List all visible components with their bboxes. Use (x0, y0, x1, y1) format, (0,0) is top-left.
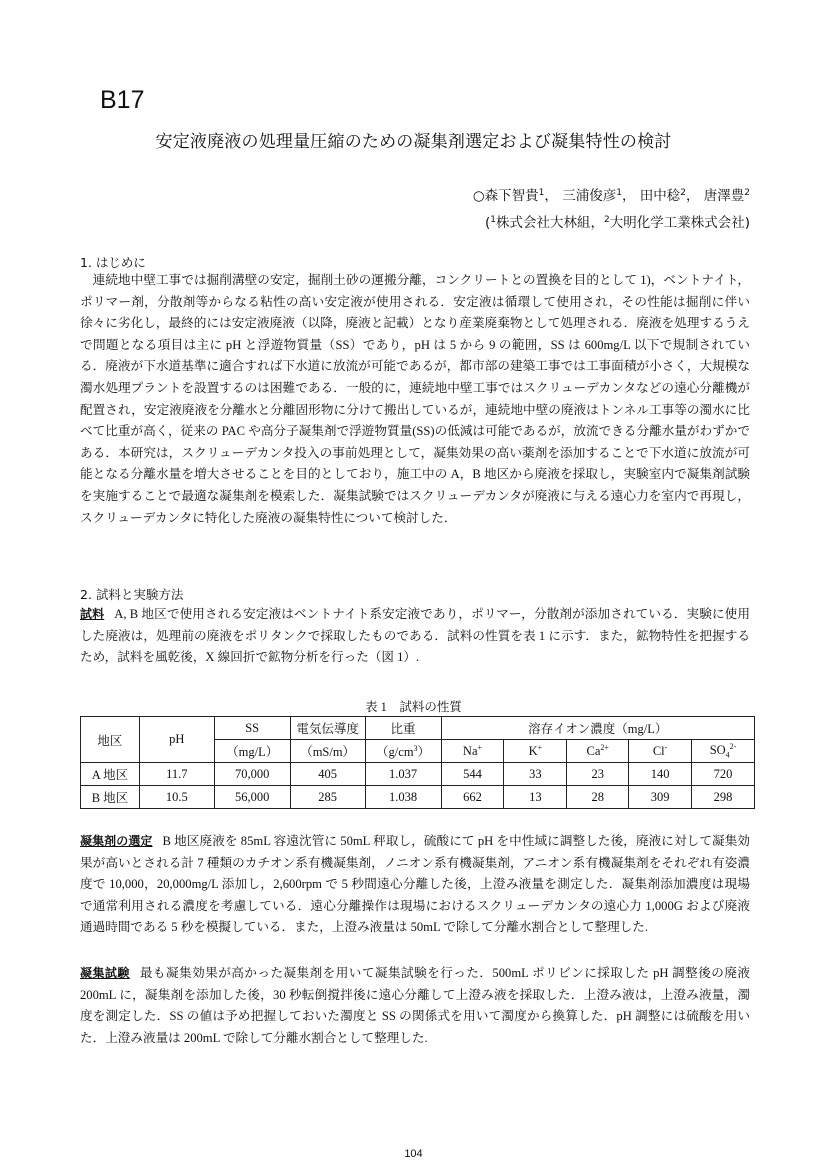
header-so4: $SO_4^{2-}$ (692, 740, 755, 763)
sample-label: 試料 (80, 607, 105, 621)
header-ec-unit: （mS/m） (290, 740, 365, 763)
table-cell: 309 (629, 786, 692, 809)
table-cell: 544 (441, 763, 504, 786)
sample-properties-table (80, 716, 755, 809)
paper-title: 安定液廃液の処理量圧縮のための凝集剤選定および凝集特性の検討 (155, 132, 672, 152)
section-heading-methods: 2. 試料と実験方法 (80, 587, 184, 602)
affil-mark: 1 (490, 215, 496, 225)
affiliation-line: ($^1$株式会社大林組，$^2$大明化学工業株式会社) (484, 215, 750, 231)
section-heading-intro: 1. はじめに (80, 255, 146, 270)
table-caption: 表 1 試料の性質 (365, 700, 462, 714)
affiliation: 大明化学工業株式会社 (609, 215, 745, 231)
table-cell: 140 (629, 763, 692, 786)
author-name: 田中稔 (639, 188, 681, 204)
author-name: ○森下智貴 (472, 188, 539, 204)
table-cell: 56,000 (214, 786, 290, 809)
table-cell: 662 (441, 786, 504, 809)
table-cell: 11.7 (139, 763, 214, 786)
author-affil-mark: 1 (538, 188, 545, 198)
table-cell: 720 (692, 763, 755, 786)
header-sg-unit: $(g/cm^3)$ (365, 740, 441, 763)
author-name: 三浦俊彦 (562, 188, 617, 204)
table-row (81, 786, 755, 809)
table-cell: 28 (567, 786, 629, 809)
table-cell: 23 (567, 763, 629, 786)
header-na: Na+ (441, 740, 504, 763)
author-line: ○森下智貴$^1$， 三浦俊彦$^1$， 田中稔$^2$， 唐澤豊$^2$ (472, 188, 750, 204)
table-cell: 298 (692, 786, 755, 809)
affiliation: 株式会社大林組 (495, 215, 591, 231)
test-label: 凝集試験 (80, 966, 130, 980)
test-paragraph (80, 963, 750, 1049)
table-header-row (81, 717, 755, 740)
table-cell: 1.037 (365, 763, 441, 786)
header-k: K+ (504, 740, 567, 763)
header-sg: 比重 (365, 717, 441, 740)
header-cl: Cl- (629, 740, 692, 763)
table-cell: 405 (290, 763, 365, 786)
table-row (81, 763, 755, 786)
session-code: B17 (100, 86, 145, 114)
author-affil-mark: 2 (744, 188, 750, 198)
table-cell: 285 (290, 786, 365, 809)
author-block (473, 181, 750, 235)
sample-text: A, B 地区で使用される安定液はベントナイト系安定液であり，ポリマー，分散剤が添加されている．実験に使用した廃液は，処理前の廃液をポリタンクで採取したものである．試料の性質を表 1 に示す．また，鉱物特性を把握するため，試料を風乾後，X 線回折で鉱物分析を行った（図 1）. (80, 607, 750, 665)
table-cell: 1.038 (365, 786, 441, 809)
table-cell: 33 (504, 763, 567, 786)
test-text: 最も凝集効果が高かった凝集剤を用いて凝集試験を行った．500mL ポリビンに採取した pH 調整後の廃液 200mL に，凝集剤を添加した後，30 秒転倒撹拌後に遠心分離して上澄み液を採取した．上澄み液は，上澄み液量，濁度を測定した．SS の値は予め把握しておいた濁度と SS の関係式を用いて濁度から換算した．pH 調整には硫酸を用いた．上澄み液量は 200mL で除して分離水割合として整理した. (80, 966, 750, 1045)
intro-paragraph: 連続地中壁工事では掘削溝壁の安定，掘削土砂の運搬分離，コンクリートとの置換を目的として 1)，ベントナイト，ポリマー剤，分散剤等からなる粘性の高い安定液が使用される．安定液は循環して使用され，その性能は掘削に伴い徐々に劣化し，最終的には安定液廃液（以降，廃液と記載）となり産業廃棄物として処理される．廃液を処理するうえで問題となる項目は主に pH と浮遊物質量（SS）であり，pH は 5 から 9 の範囲，SS は 600mg/L 以下で規制されている．廃液が下水道基準に適合すれば下水道に放流が可能であるが，都市部の建築工事では工事面積が小さく，大規模な濁水処理プラントを設置するのは困難である．一般的に，連続地中壁工事ではスクリューデカンタなどの遠心分離機が配置され，安定液廃液を分離水と分離固形物に分けて搬出しているが，連続地中壁の廃液はトンネル工事等の濁水に比べて比重が高く，従来の PAC や高分子凝集剤で浮遊物質量(SS)の低減は可能であるが，放流できる分離水量がわずかである．本研究は，スクリューデカンタ投入の事前処理として，凝集効果の高い薬剤を添加することで下水道に放流が可能となる分離水量を増大させることを目的としており，施工中の A，B 地区から廃液を採取し，実験室内で凝集剤試験を実施することで最適な凝集剤を模索した．凝集試験ではスクリューデカンタが廃液に与える遠心力を室内で再現し，スクリューデカンタに特化した廃液の凝集特性について検討した． (80, 273, 750, 525)
author-affil-mark: 1 (616, 188, 622, 198)
header-ss: SS (214, 717, 290, 740)
sample-paragraph (80, 604, 750, 669)
table-cell: 13 (504, 786, 567, 809)
affil-mark: 2 (603, 215, 610, 225)
table-cell: B 地区 (81, 786, 140, 809)
table-cell: 10.5 (139, 786, 214, 809)
selection-label: 凝集剤の選定 (80, 834, 153, 848)
author-affil-mark: 2 (680, 188, 686, 198)
selection-text: B 地区廃液を 85mL 容遠沈管に 50mL 秤取し，硫酸にて pH を中性域に調整した後，廃液に対して凝集効果が高いとされる計 7 種類のカチオン系有機凝集剤，ノニオン系有機凝集剤，アニオン系有機凝集剤をそれぞれ有姿濃度で 10,000，20,000mg/L 添加し，2,600rpm で 5 秒間遠心分離した後，上澄み液量を測定した．凝集剤添加濃度は現場で通常利用される濃度を考慮している．遠心分離操作は現場におけるスクリューデカンタの遠心力 1,000G および廃液通過時間である 5 秒を模擬している．また，上澄み液量は 50mL で除して分離水割合として整理した. (80, 834, 750, 935)
header-ss-unit: （mg/L） (214, 740, 290, 763)
header-ca: $Ca^{2+}$ (567, 740, 629, 763)
header-ec: 電気伝導度 (290, 717, 365, 740)
page-number: 104 (404, 1148, 423, 1160)
header-district: 地区 (81, 717, 140, 763)
header-ions: 溶存イオン濃度（mg/L） (441, 717, 754, 740)
author-name: 唐澤豊 (703, 188, 745, 204)
selection-paragraph (80, 831, 750, 939)
table-cell: 70,000 (214, 763, 290, 786)
table-cell: A 地区 (81, 763, 140, 786)
header-ph: pH (139, 717, 214, 763)
